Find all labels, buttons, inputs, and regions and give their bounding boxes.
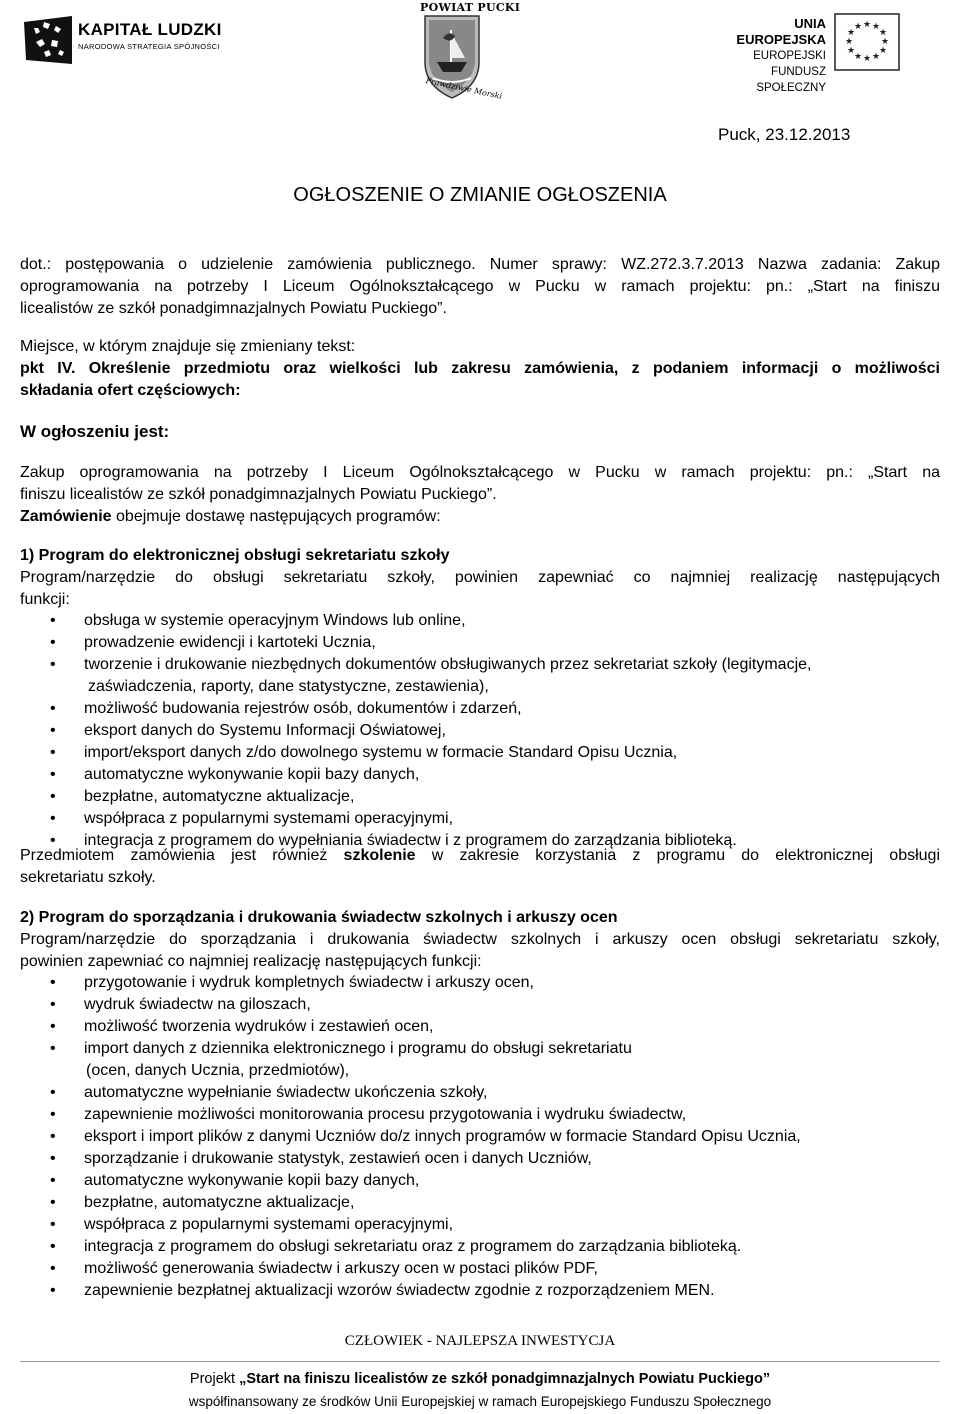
list-item: • obsługa w systemie operacyjnym Windows lub online, xyxy=(20,610,940,632)
list-item: • zapewnienie możliwości monitorowania procesu przygotowania i wydruku świadectw, xyxy=(20,1104,940,1126)
list-item: • możliwość budowania rejestrów osób, dokumentów i zdarzeń, xyxy=(20,698,940,720)
document-title: OGŁOSZENIE O ZMIANIE OGŁOSZENIA xyxy=(293,184,667,206)
ue-line-2: EUROPEJSKI xyxy=(753,50,826,62)
program1-heading: 1) Program do elektronicznej obsługi sekretariatu szkoły xyxy=(20,547,450,564)
footer-cofinance: współfinansowany ze środków Unii Europejskiej w ramach Europejskiego Funduszu Społecznego xyxy=(188,1394,772,1409)
zamowienie-bold: Zamówienie xyxy=(20,508,112,525)
list-item: • współpraca z popularnymi systemami operacyjnymi, xyxy=(20,808,940,830)
svg-text:★: ★ xyxy=(878,28,888,38)
ue-line-3: FUNDUSZ SPOŁECZNY xyxy=(756,66,826,94)
svg-text:★: ★ xyxy=(853,22,863,32)
list-item: • automatyczne wykonywanie kopii bazy danych, xyxy=(20,1170,940,1192)
program1-desc-line-1: Program/narzędzie do obsługi sekretariatu szkoły, powinien zapewniać co najmniej realizację następujących xyxy=(20,569,940,586)
program2-desc-line-1: Program/narzędzie do sporządzania i drukowania świadectw szkolnych i arkuszy ocen obsługi sekretariatu szkoły, xyxy=(20,931,940,948)
section-heading-line-2: składania ofert częściowych: xyxy=(20,382,241,399)
section-heading-line-1 xyxy=(20,358,940,380)
svg-text:★: ★ xyxy=(846,28,856,38)
intro-line-2: oprogramowania na potrzeby I Liceum Ogólnokształcącego w Pucku w ramach projektu: pn.: „Start na finiszu xyxy=(20,278,940,295)
body-line-3 xyxy=(20,506,940,528)
document-date: Puck, 23.12.2013 xyxy=(718,125,851,144)
svg-text:★: ★ xyxy=(871,52,881,62)
svg-text:★: ★ xyxy=(844,37,854,47)
list-item: • zapewnienie bezpłatnej aktualizacji wzorów świadectw zgodnie z rozporządzeniem MEN. xyxy=(20,1280,940,1302)
intro-line-3: licealistów ze szkół ponadgimnazjalnych Powiatu Puckiego”. xyxy=(20,300,447,317)
list-item: • możliwość generowania świadectw i arkuszy ocen w postaci plików PDF, xyxy=(20,1258,940,1280)
list-item: • integracja z programem do obsługi sekretariatu oraz z programem do zarządzania biblioteką. xyxy=(20,1236,940,1258)
list-item: • integracja z programem do wypełniania świadectw i z programem do zarządzania biblioteką. xyxy=(20,830,940,852)
kl-logo-title: KAPITAŁ LUDZKI xyxy=(78,20,222,39)
footer-project xyxy=(0,1371,960,1387)
body-line-1: Zakup oprogramowania na potrzeby I Liceum Ogólnokształcącego w Pucku w ramach projektu: pn.: „Start na xyxy=(20,464,940,481)
ue-logo-text xyxy=(706,16,826,96)
program1-after-text-a: Przedmiotem zamówienia jest również xyxy=(20,847,344,864)
list-item: • eksport danych do Systemu Informacji Oświatowej, xyxy=(20,720,940,742)
program1-after-text-b: w zakresie korzystania z programu do elektronicznej obsługi xyxy=(415,847,940,864)
w-ogloszeniu-heading: W ogłoszeniu jest: xyxy=(20,422,170,441)
program1-after-line-2: sekretariatu szkoły. xyxy=(20,869,156,886)
page-header xyxy=(0,0,960,110)
list-item: • prowadzenie ewidencji i kartoteki Ucznia, xyxy=(20,632,940,654)
section-pkt: pkt IV. xyxy=(20,360,76,377)
list-item-continuation: zaświadczenia, raporty, dane statystyczne, zestawienia), xyxy=(88,678,489,695)
svg-text:★: ★ xyxy=(862,20,872,30)
svg-text:★: ★ xyxy=(862,54,872,64)
program2-list xyxy=(20,972,940,1302)
list-item: • import danych z dziennika elektronicznego i programu do obsługi sekretariatu xyxy=(20,1038,940,1060)
footer-project-name: „Start na finiszu licealistów ze szkół ponadgimnazjalnych Powiatu Puckiego” xyxy=(239,1371,771,1387)
list-item: • wydruk świadectw na giloszach, xyxy=(20,994,940,1016)
intro-line-1: dot.: postępowania o udzielenie zamówienia publicznego. Numer sprawy: WZ.272.3.7.2013 Nazwa zadania: Zakup xyxy=(20,256,940,273)
eu-flag-icon xyxy=(834,13,900,71)
program1-list-wrapper xyxy=(20,610,940,852)
list-item: • możliwość tworzenia wydruków i zestawień ocen, xyxy=(20,1016,940,1038)
footer-slogan: CZŁOWIEK - NAJLEPSZA INWESTYCJA xyxy=(344,1333,616,1349)
program2-desc-line-2: powinien zapewniać co najmniej realizację następujących funkcji: xyxy=(20,953,482,970)
program1-desc-line-2: funkcji: xyxy=(20,591,70,608)
list-item: • eksport i import plików z danymi Uczniów do/z innych programów w formacie Standard Opisu Ucznia, xyxy=(20,1126,940,1148)
program2-list-wrapper xyxy=(20,972,940,1302)
footer-project-prefix: Projekt xyxy=(189,1371,240,1387)
list-item: • automatyczne wypełnianie świadectw ukończenia szkoły, xyxy=(20,1082,940,1104)
svg-text:★: ★ xyxy=(878,46,888,56)
list-item: • automatyczne wykonywanie kopii bazy danych, xyxy=(20,764,940,786)
zamowienie-rest: obejmuje dostawę następujących programów: xyxy=(111,508,441,525)
list-item: • bezpłatne, automatyczne aktualizacje, xyxy=(20,786,940,808)
szkolenie-bold: szkolenie xyxy=(343,847,416,864)
ue-line-1: UNIA EUROPEJSKA xyxy=(736,16,826,47)
section-heading-text: Określenie przedmiotu oraz wielkości lub zakresu zamówienia, z podaniem informacji o możliwości xyxy=(88,360,940,377)
list-item: • przygotowanie i wydruk kompletnych świadectw i arkuszy ocen, xyxy=(20,972,940,994)
program2-heading: 2) Program do sporządzania i drukowania świadectw szkolnych i arkuszy ocen xyxy=(20,909,618,926)
list-item: • sporządzanie i drukowanie statystyk, zestawień ocen i danych Uczniów, xyxy=(20,1148,940,1170)
list-item: • współpraca z popularnymi systemami operacyjnymi, xyxy=(20,1214,940,1236)
crest-motto: Prawdziwie Morski xyxy=(424,76,503,101)
list-item: • bezpłatne, automatyczne aktualizacje, xyxy=(20,1192,940,1214)
svg-text:★: ★ xyxy=(880,37,890,47)
kl-logo-subtitle: NARODOWA STRATEGIA SPÓJNOŚCI xyxy=(78,42,220,51)
list-item: • import/eksport danych z/do dowolnego systemu w formacie Standard Opisu Ucznia, xyxy=(20,742,940,764)
body-line-2: finiszu licealistów ze szkół ponadgimnazjalnych Powiatu Puckiego”. xyxy=(20,486,497,503)
location-label: Miejsce, w którym znajduje się zmieniany tekst: xyxy=(20,338,356,355)
svg-text:★: ★ xyxy=(853,52,863,62)
program1-after-line-1 xyxy=(20,845,940,867)
svg-text:★: ★ xyxy=(871,22,881,32)
crest-title: POWIAT PUCKI xyxy=(420,1,521,14)
list-item: • tworzenie i drukowanie niezbędnych dokumentów obsługiwanych przez sekretariat szkoły (legitymacje, xyxy=(20,654,940,676)
footer-divider xyxy=(20,1361,940,1362)
svg-text:★: ★ xyxy=(846,46,856,56)
list-item-continuation: (ocen, danych Ucznia, przedmiotów), xyxy=(86,1062,350,1079)
program1-list xyxy=(20,610,940,852)
